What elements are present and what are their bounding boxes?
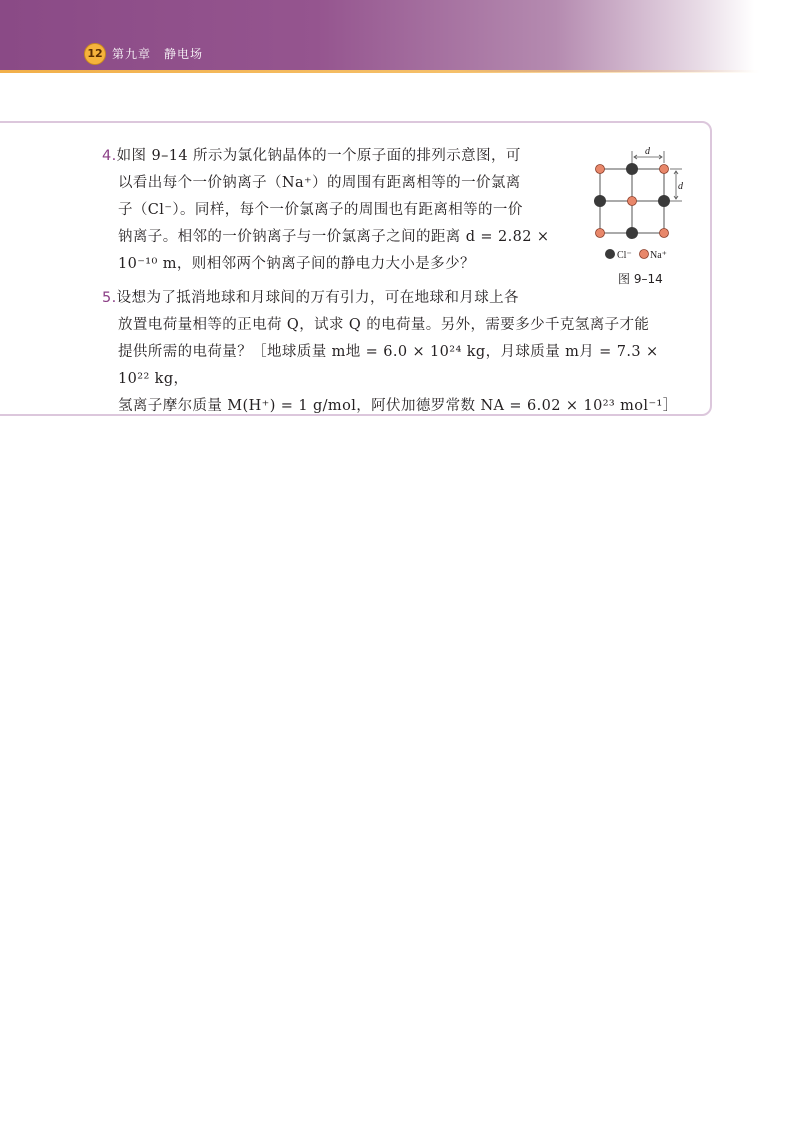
question-5-line-3: 提供所需的电荷量？［地球质量 m地 = 6.0 × 10²⁴ kg，月球质量 m月 = 7.3 × 10²² kg， <box>118 344 659 387</box>
legend-cl-swatch <box>605 249 615 259</box>
cl-ion <box>626 227 638 239</box>
nacl-lattice-figure <box>588 143 700 288</box>
question-4-line-3: 子（Cl⁻）。同样，每个一价氯离子的周围也有距离相等的一价 <box>118 202 523 218</box>
cl-ion <box>658 195 670 207</box>
dimension-label-top: d <box>645 146 650 157</box>
question-4 <box>102 143 572 278</box>
figure-legend <box>605 249 667 261</box>
legend-cl-label: Cl⁻ <box>617 250 632 261</box>
page-number-badge: 12 <box>84 43 106 65</box>
cl-ion <box>626 163 638 175</box>
question-4-line-2: 以看出每个一价钠离子（Na⁺）的周围有距离相等的一价氯离 <box>118 175 521 191</box>
header-divider <box>0 70 760 73</box>
figure-caption: 图 9–14 <box>618 272 663 286</box>
legend-na-label: Na⁺ <box>650 250 667 261</box>
na-ion <box>660 229 669 238</box>
na-ion <box>596 229 605 238</box>
question-5-line-1: 设想为了抵消地球和月球间的万有引力，可在地球和月球上各 <box>116 290 519 306</box>
chapter-title: 第九章 静电场 <box>112 47 204 61</box>
na-ion <box>628 197 637 206</box>
dimension-marks <box>632 151 682 201</box>
question-4-line-1: 如图 9–14 所示为氯化钠晶体的一个原子面的排列示意图，可 <box>116 148 521 164</box>
cl-ion <box>594 195 606 207</box>
question-4-line-5: 10⁻¹⁰ m，则相邻两个钠离子间的静电力大小是多少？ <box>118 256 475 272</box>
question-5-number: 5. <box>102 290 117 306</box>
question-4-line-4: 钠离子。相邻的一价钠离子与一价氯离子之间的距离 d = 2.82 × <box>118 229 550 245</box>
question-5 <box>102 285 692 420</box>
question-5-line-4: 氢离子摩尔质量 M(H⁺) = 1 g/mol，阿伏加德罗常数 NA = 6.02 × 10²³ mol⁻¹］ <box>118 398 678 414</box>
legend-na-swatch <box>640 250 649 259</box>
na-ion <box>596 165 605 174</box>
question-4-number: 4. <box>102 148 117 164</box>
dimension-label-right: d <box>678 181 683 192</box>
question-5-line-2: 放置电荷量相等的正电荷 Q，试求 Q 的电荷量。另外，需要多少千克氢离子才能 <box>118 317 650 333</box>
na-ion <box>660 165 669 174</box>
